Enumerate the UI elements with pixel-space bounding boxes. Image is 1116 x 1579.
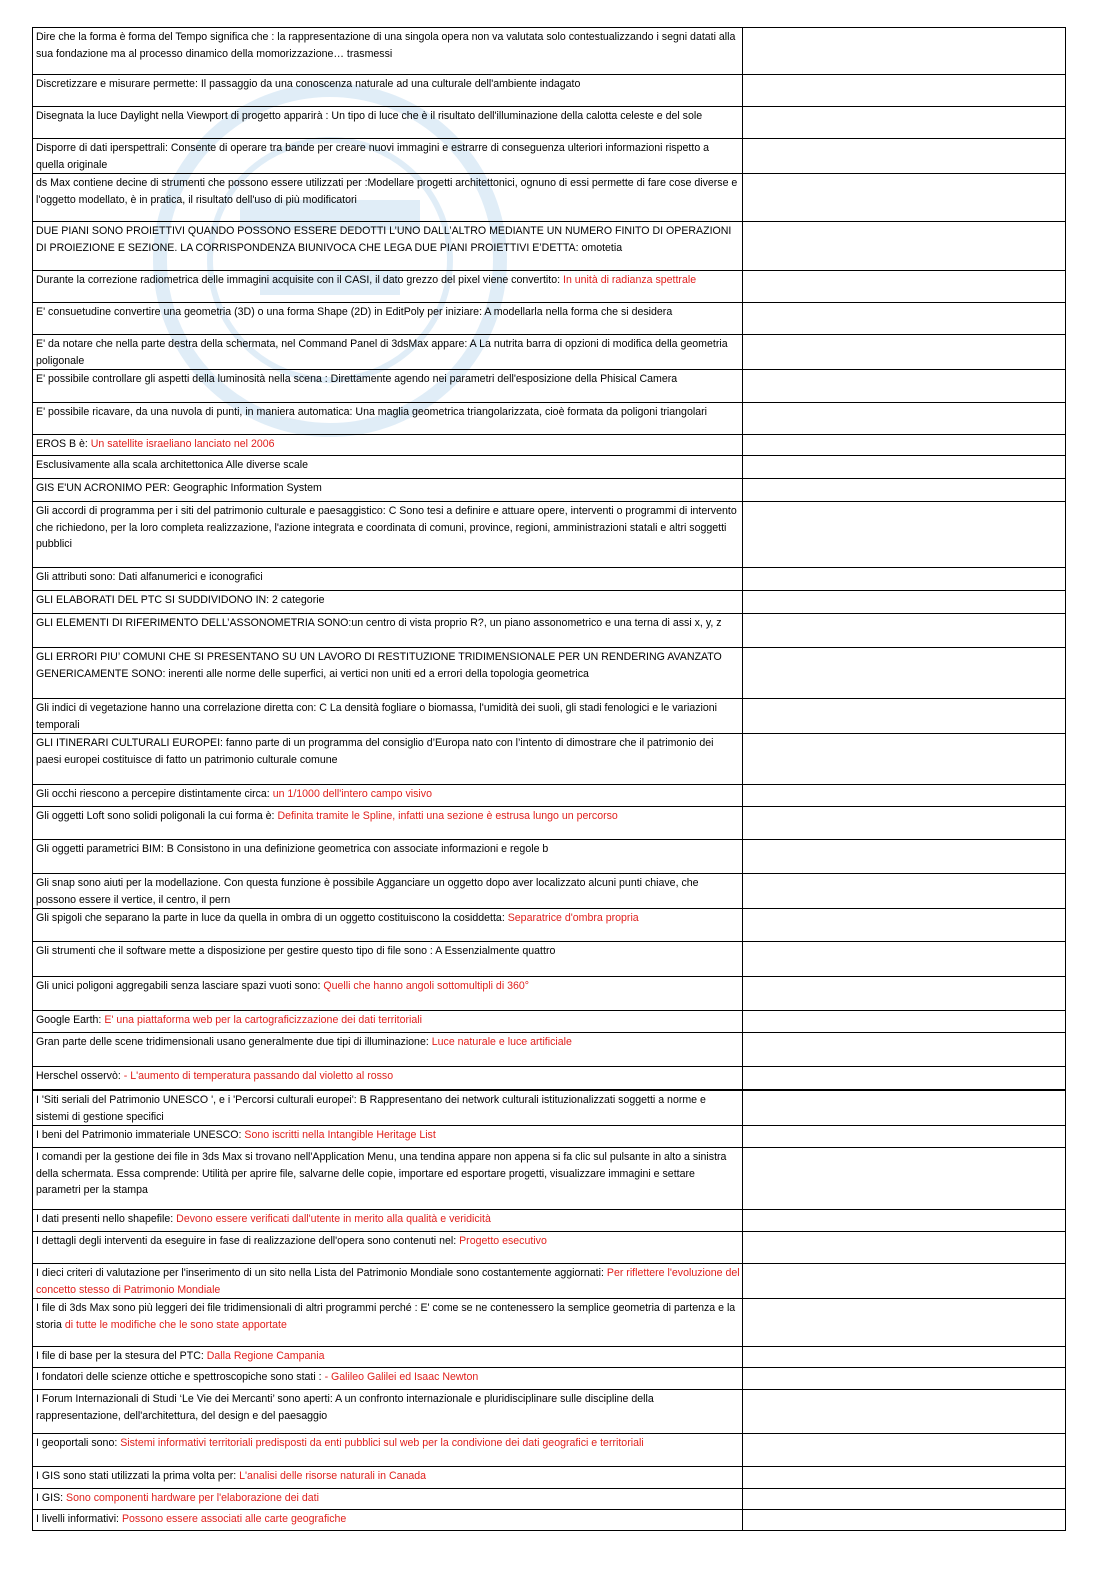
question-cell (33, 1067, 743, 1091)
question-text: Gli occhi riescono a percepire distintamente circa: (36, 788, 273, 800)
question-text: I dettagli degli interventi da eseguire in fase di realizzazione dell'opera sono contenuti nel: (36, 1235, 460, 1247)
question-cell (33, 1011, 743, 1033)
answer-text: In unità di radianza spettrale (563, 274, 697, 286)
blank-cell (742, 1126, 1065, 1148)
answer-text: Devono essere verificati dall'utente in merito alla qualità e veridicità (176, 1213, 491, 1225)
blank-cell (742, 591, 1065, 614)
question-cell (33, 1489, 743, 1510)
question-text: Disporre di dati iperspettrali: Consente di operare tra bande per creare nuovi immagini e estrarre di conseguenza ulteriori informazioni rispetto a quella originale (36, 142, 710, 171)
blank-cell (742, 874, 1065, 909)
question-cell (33, 1264, 743, 1299)
question-text: Disegnata la luce Daylight nella Viewport di progetto apparirà : Un tipo di luce che è il risultato dell'illuminazione della calotta celeste e del sole (36, 110, 703, 122)
question-cell (33, 1033, 743, 1067)
question-text: Gli accordi di programma per i siti del patrimonio culturale e paesaggistico: C Sono tesi a definire e attuare opere, interventi o programmi di intervento che richiedono, per la loro completa realizzazione, l'azione integrata e coordinata di comuni, province, regioni, amministrazioni statali e altri soggetti pubblici (36, 505, 737, 550)
table-row (33, 271, 1066, 303)
blank-cell (742, 1299, 1065, 1347)
blank-cell (742, 1390, 1065, 1434)
question-cell (33, 370, 743, 403)
blank-cell (742, 1232, 1065, 1264)
table-row (33, 1390, 1066, 1434)
table-row (33, 874, 1066, 909)
question-text: Gli indici di vegetazione hanno una correlazione diretta con: C La densità fogliare o biomassa, l'umidità dei suoli, gli stadi fenologici e le variazioni temporali (36, 702, 718, 731)
blank-cell (742, 977, 1065, 1011)
blank-cell (742, 1011, 1065, 1033)
question-text: Gli attributi sono: Dati alfanumerici e iconografici (36, 571, 263, 583)
table-row (33, 303, 1066, 335)
table-row (33, 1148, 1066, 1210)
answer-text: E' una piattaforma web per la cartograficizzazione dei dati territoriali (104, 1014, 422, 1026)
blank-cell (742, 648, 1065, 699)
answer-text: Quelli che hanno angoli sottomultipli di 360° (323, 980, 530, 992)
question-cell (33, 1390, 743, 1434)
blank-cell (742, 139, 1065, 174)
question-text: Gli snap sono aiuti per la modellazione. Con questa funzione è possibile Agganciare un oggetto dopo aver localizzato alcuni punti chiave, che possono essere il vertice, il centro, il pern (36, 877, 699, 906)
question-cell (33, 403, 743, 435)
table-row (33, 1232, 1066, 1264)
question-cell (33, 1434, 743, 1467)
blank-cell (742, 909, 1065, 942)
blank-cell (742, 785, 1065, 807)
question-text: GLI ITINERARI CULTURALI EUROPEI: fanno parte di un programma del consiglio d’Europa nato con l’intento di dimostrare che il patrimonio dei paesi europei costituisce di fatto un patrimonio culturale comune (36, 737, 714, 766)
question-text: Gli unici poligoni aggregabili senza lasciare spazi vuoti sono: (36, 980, 324, 992)
question-text: I GIS sono stati utilizzati la prima volta per: (36, 1470, 240, 1482)
question-text: GLI ELEMENTI DI RIFERIMENTO DELL’ASSONOMETRIA SONO:un centro di vista proprio R?, un piano assonometrico e una terna di assi x, y, z (36, 617, 722, 629)
answer-text: Sono componenti hardware per l'elaborazione dei dati (66, 1492, 319, 1504)
question-text: E' possibile ricavare, da una nuvola di punti, in maniera automatica: Una maglia geometrica triangolarizzata, cioè formata da poligoni triangolari (36, 406, 707, 418)
question-text: I file di base per la stesura del PTC: (36, 1350, 207, 1362)
blank-cell (742, 568, 1065, 591)
question-cell (33, 1232, 743, 1264)
table-row (33, 977, 1066, 1011)
question-text: I file di 3ds Max sono più leggeri dei file tridimensionali di altri programmi perché : E' come se ne contenessero la semplice geometria di partenza e la storia (36, 1302, 736, 1331)
table-row (33, 1090, 1066, 1126)
question-text: I GIS: (36, 1492, 67, 1504)
question-cell (33, 785, 743, 807)
question-cell (33, 222, 743, 271)
table-row (33, 568, 1066, 591)
table-row (33, 785, 1066, 807)
question-text: DUE PIANI SONO PROIETTIVI QUANDO POSSONO ESSERE DEDOTTI L’UNO DALL’ALTRO MEDIANTE UN NUMERO FINITO DI OPERAZIONI DI PROIEZIONE E SEZIONE. LA CORRISPONDENZA BIUNIVOCA CHE LEGA DUE PIANI PROIETTIVI E’DETTA: omotetia (36, 225, 732, 254)
question-text: E' consuetudine convertire una geometria (3D) o una forma Shape (2D) in EditPoly per iniziare: A modellarla nella forma che si desidera (36, 306, 673, 318)
question-text: Dire che la forma è forma del Tempo significa che : la rappresentazione di una singola opera non va valutata solo contestualizzando i segni datati alla sua fondazione ma al processo dinamico della momorizzazione… trasmessi (36, 31, 736, 60)
table-row (33, 648, 1066, 699)
question-text: Esclusivamente alla scala architettonica Alle diverse scale (36, 459, 309, 471)
question-text: Durante la correzione radiometrica delle immagini acquisite con il CASI, il dato grezzo del pixel viene convertito: (36, 274, 563, 286)
question-cell (33, 648, 743, 699)
blank-cell (742, 699, 1065, 734)
table-row (33, 1510, 1066, 1531)
question-text: I 'Siti seriali del Patrimonio UNESCO ', e i 'Percorsi culturali europei': B Rappresentano dei network culturali istituzionalizzati soggetti a norme e sistemi di gestione specifici (36, 1094, 706, 1123)
question-cell (33, 1126, 743, 1148)
blank-cell (742, 1347, 1065, 1368)
question-text: I livelli informativi: (36, 1513, 122, 1525)
question-text: I dieci criteri di valutazione per l'inserimento di un sito nella Lista del Patrimonio Mondiale sono costantemente aggiornati: (36, 1267, 607, 1279)
answer-text: Definita tramite le Spline, infatti una sezione è estrusa lungo un percorso (277, 810, 618, 822)
table-row (33, 75, 1066, 107)
table-row (33, 699, 1066, 734)
blank-cell (742, 1148, 1065, 1210)
question-text: Google Earth: (36, 1014, 105, 1026)
question-text: ds Max contiene decine di strumenti che possono essere utilizzati per :Modellare progetti architettonici, ognuno di essi permette di fare cose diverse e l'oggetto modellato, è in pratica, il risultato dell'uso di più modificatori (36, 177, 738, 206)
question-cell (33, 174, 743, 222)
question-text: GLI ERRORI PIU’ COMUNI CHE SI PRESENTANO SU UN LAVORO DI RESTITUZIONE TRIDIMENSIONALE PER UN RENDERING AVANZATO GENERICAMENTE SONO: inerenti alle norme delle superfici, ai vertici non uniti ed a errori della topologia geometrica (36, 651, 722, 680)
question-cell (33, 107, 743, 139)
table-row (33, 591, 1066, 614)
question-text: I dati presenti nello shapefile: (36, 1213, 177, 1225)
table-row (33, 1347, 1066, 1368)
question-cell (33, 1368, 743, 1390)
question-cell (33, 28, 743, 75)
blank-cell (742, 370, 1065, 403)
blank-cell (742, 807, 1065, 840)
blank-cell (742, 456, 1065, 479)
table-row (33, 942, 1066, 977)
blank-cell (742, 1067, 1065, 1091)
table-row (33, 1467, 1066, 1489)
table-row (33, 1067, 1066, 1091)
question-cell (33, 303, 743, 335)
table-row (33, 403, 1066, 435)
question-cell (33, 942, 743, 977)
answer-text: Progetto esecutivo (459, 1235, 547, 1247)
question-text: EROS B è: (36, 438, 91, 450)
question-cell (33, 335, 743, 370)
table-row (33, 1033, 1066, 1067)
question-cell (33, 1148, 743, 1210)
question-cell (33, 909, 743, 942)
question-text: I fondatori delle scienze ottiche e spettroscopiche sono stati : (36, 1371, 325, 1383)
blank-cell (742, 614, 1065, 648)
blank-cell (742, 1368, 1065, 1390)
question-text: I comandi per la gestione dei file in 3ds Max si trovano nell'Application Menu, una tendina appare non appena si fa clic sul pulsante in alto a sinistra della schermata. Essa comprende: Utilità per aprire file, salvarne delle copie, importare ed esportare progetti, visualizzare immagini e settare parametri per la stampa (36, 1151, 727, 1196)
table-row (33, 909, 1066, 942)
blank-cell (742, 107, 1065, 139)
blank-cell (742, 1264, 1065, 1299)
table-row (33, 456, 1066, 479)
question-cell (33, 456, 743, 479)
question-cell (33, 614, 743, 648)
blank-cell (742, 502, 1065, 568)
blank-cell (742, 403, 1065, 435)
question-text: Discretizzare e misurare permette: Il passaggio da una conoscenza naturale ad una culturale dell'ambiente indagato (36, 78, 581, 90)
question-cell (33, 271, 743, 303)
question-cell (33, 1210, 743, 1232)
blank-cell (742, 303, 1065, 335)
table-row (33, 370, 1066, 403)
blank-cell (742, 479, 1065, 502)
question-cell (33, 699, 743, 734)
table-row (33, 1299, 1066, 1347)
blank-cell (742, 75, 1065, 107)
question-cell (33, 1510, 743, 1531)
question-text: Gli strumenti che il software mette a disposizione per gestire questo tipo di file sono : A Essenzialmente quattro (36, 945, 556, 957)
answer-text: Dalla Regione Campania (206, 1350, 325, 1362)
question-cell (33, 734, 743, 785)
answer-text: di tutte le modifiche che le sono state apportate (64, 1318, 287, 1331)
blank-cell (742, 1467, 1065, 1489)
question-cell (33, 1299, 743, 1347)
answer-text: Per riflettere l'evoluzione del concetto stesso di Patrimonio Mondiale (36, 1267, 740, 1296)
blank-cell (742, 840, 1065, 874)
blank-cell (742, 1033, 1065, 1067)
question-cell (33, 479, 743, 502)
table-row (33, 479, 1066, 502)
question-text: GLI ELABORATI DEL PTC SI SUDDIVIDONO IN: 2 categorie (36, 594, 325, 606)
blank-cell (742, 271, 1065, 303)
question-cell (33, 874, 743, 909)
blank-cell (742, 222, 1065, 271)
table-row (33, 335, 1066, 370)
question-cell (33, 568, 743, 591)
table-row (33, 139, 1066, 174)
table-row (33, 502, 1066, 568)
question-cell (33, 840, 743, 874)
table-row (33, 107, 1066, 139)
table-row (33, 840, 1066, 874)
question-cell (33, 435, 743, 456)
answer-text: Separatrice d'ombra propria (507, 912, 639, 924)
question-cell (33, 75, 743, 107)
question-cell (33, 591, 743, 614)
answer-text: - Galileo Galilei ed Isaac Newton (324, 1371, 479, 1383)
question-text: E' da notare che nella parte destra della schermata, nel Command Panel di 3dsMax appare: A La nutrita barra di opzioni di modifica della geometria poligonale (36, 338, 728, 367)
answer-text: L'analisi delle risorse naturali in Canada (239, 1470, 427, 1482)
table-row (33, 1210, 1066, 1232)
table-row (33, 1126, 1066, 1148)
answer-text: Possono essere associati alle carte geografiche (121, 1513, 347, 1525)
answer-text: Sono iscritti nella Intangible Heritage List (244, 1129, 436, 1141)
blank-cell (742, 1090, 1065, 1126)
answer-text: - L'aumento di temperatura passando dal violetto al rosso (123, 1070, 394, 1082)
question-text: GIS E'UN ACRONIMO PER: Geographic Information System (36, 482, 322, 494)
question-cell (33, 1467, 743, 1489)
question-text: I beni del Patrimonio immateriale UNESCO: (36, 1129, 245, 1141)
blank-cell (742, 1210, 1065, 1232)
question-cell (33, 1347, 743, 1368)
blank-cell (742, 734, 1065, 785)
question-text: E' possibile controllare gli aspetti della luminosità nella scena : Direttamente agendo nei parametri dell'esposizione della Phisical Camera (36, 373, 678, 385)
question-text: I Forum Internazionali di Studi ‘Le Vie dei Mercanti’ sono aperti: A un confronto internazionale e pluridisciplinare sulle discipline della rappresentazione, dell'architettura, del design e del paesaggio (36, 1393, 654, 1422)
table-row (33, 435, 1066, 456)
answer-text: un 1/1000 dell'intero campo visivo (272, 788, 432, 800)
question-text: Gli spigoli che separano la parte in luce da quella in ombra di un oggetto costituiscono la cosiddetta: (36, 912, 508, 924)
question-cell (33, 1090, 743, 1126)
blank-cell (742, 174, 1065, 222)
table-row (33, 614, 1066, 648)
question-cell (33, 807, 743, 840)
question-text: Gli oggetti Loft sono solidi poligonali la cui forma è: (36, 810, 278, 822)
blank-cell (742, 1489, 1065, 1510)
question-text: Gran parte delle scene tridimensionali usano generalmente due tipi di illuminazione: (36, 1036, 432, 1048)
answer-text: Luce naturale e luce artificiale (431, 1036, 572, 1048)
question-text: Herschel osservò: (36, 1070, 124, 1082)
table-row (33, 1368, 1066, 1390)
table-row (33, 1264, 1066, 1299)
table-row (33, 222, 1066, 271)
table-row (33, 1489, 1066, 1510)
question-cell (33, 977, 743, 1011)
table-row (33, 734, 1066, 785)
blank-cell (742, 335, 1065, 370)
table-row (33, 807, 1066, 840)
question-text: Gli oggetti parametrici BIM: B Consistono in una definizione geometrica con associate informazioni e regole b (36, 843, 549, 855)
table-row (33, 1011, 1066, 1033)
question-cell (33, 139, 743, 174)
blank-cell (742, 28, 1065, 75)
table-row (33, 174, 1066, 222)
blank-cell (742, 1510, 1065, 1531)
qa-table (32, 27, 1066, 1531)
question-text: I geoportali sono: (36, 1437, 121, 1449)
answer-text: Sistemi informativi territoriali predisposti da enti pubblici sul web per la condivione dei dati geografici e territoriali (120, 1437, 644, 1449)
table-row (33, 28, 1066, 75)
table-row (33, 1434, 1066, 1467)
answer-text: Un satellite israeliano lanciato nel 2006 (90, 438, 275, 450)
question-cell (33, 502, 743, 568)
blank-cell (742, 435, 1065, 456)
blank-cell (742, 942, 1065, 977)
blank-cell (742, 1434, 1065, 1467)
